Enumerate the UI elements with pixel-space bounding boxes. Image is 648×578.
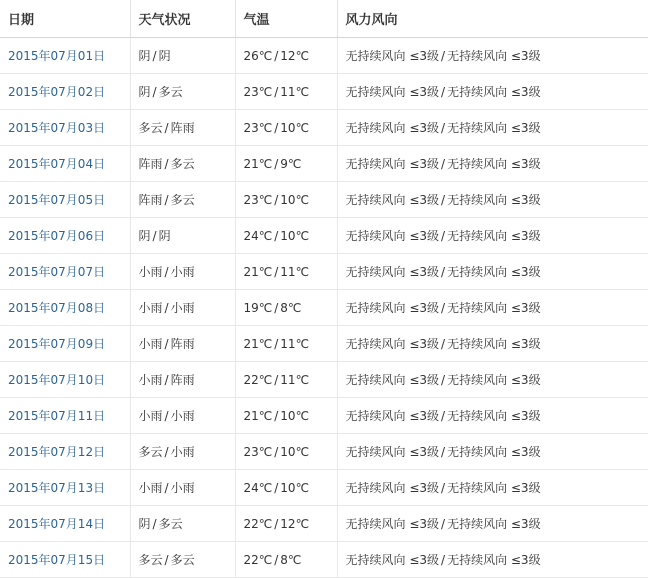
temperature-low: 10℃: [280, 408, 310, 423]
condition-night: 多云: [170, 193, 195, 207]
wind-separator: /: [441, 85, 446, 99]
condition-separator: /: [152, 517, 157, 531]
cell-temperature: [235, 38, 337, 74]
temperature-separator: /: [274, 192, 279, 207]
cell-condition: [130, 542, 235, 578]
temperature-high: 23℃: [243, 192, 273, 207]
condition-night: 阵雨: [170, 337, 195, 351]
condition-day: 阴: [138, 49, 151, 63]
temperature-low: 10℃: [280, 444, 310, 459]
table-header-row: [0, 0, 648, 38]
wind-separator: /: [441, 373, 446, 387]
table-row: [0, 110, 648, 146]
wind-night: 无持续风向 ≤3级: [447, 481, 541, 495]
wind-day: 无持续风向 ≤3级: [345, 337, 440, 351]
temperature-separator: /: [274, 444, 279, 459]
wind-separator: /: [441, 301, 446, 315]
wind-separator: /: [441, 121, 446, 135]
condition-night: 多云: [170, 553, 195, 567]
cell-condition: [130, 362, 235, 398]
wind-day: 无持续风向 ≤3级: [345, 445, 440, 459]
cell-condition: [130, 398, 235, 434]
wind-day: 无持续风向 ≤3级: [345, 85, 440, 99]
wind-separator: /: [441, 337, 446, 351]
condition-day: 阵雨: [138, 157, 163, 171]
table-row: [0, 290, 648, 326]
cell-wind: [337, 398, 648, 434]
cell-wind: [337, 218, 648, 254]
cell-date: [0, 290, 130, 326]
wind-night: 无持续风向 ≤3级: [447, 193, 541, 207]
column-header-date: 日期: [0, 0, 130, 38]
cell-wind: [337, 434, 648, 470]
condition-separator: /: [164, 265, 169, 279]
wind-night: 无持续风向 ≤3级: [447, 49, 541, 63]
condition-night: 小雨: [170, 265, 195, 279]
condition-day: 多云: [138, 121, 163, 135]
cell-wind: [337, 326, 648, 362]
cell-condition: [130, 434, 235, 470]
cell-temperature: [235, 326, 337, 362]
cell-wind: [337, 146, 648, 182]
condition-night: 阵雨: [170, 121, 195, 135]
wind-separator: /: [441, 49, 446, 63]
temperature-separator: /: [274, 552, 279, 567]
wind-day: 无持续风向 ≤3级: [345, 157, 440, 171]
temperature-high: 24℃: [243, 228, 273, 243]
cell-temperature: [235, 398, 337, 434]
wind-separator: /: [441, 193, 446, 207]
table-row: [0, 146, 648, 182]
date-link[interactable]: 2015年07月15日: [8, 553, 106, 567]
cell-condition: [130, 470, 235, 506]
temperature-high: 23℃: [243, 444, 273, 459]
date-link[interactable]: 2015年07月14日: [8, 517, 106, 531]
cell-date: [0, 182, 130, 218]
wind-night: 无持续风向 ≤3级: [447, 229, 541, 243]
date-link[interactable]: 2015年07月12日: [8, 445, 106, 459]
temperature-low: 10℃: [280, 228, 310, 243]
cell-condition: [130, 146, 235, 182]
cell-wind: [337, 38, 648, 74]
cell-wind: [337, 110, 648, 146]
condition-separator: /: [164, 157, 169, 171]
temperature-high: 19℃: [243, 300, 273, 315]
temperature-separator: /: [274, 228, 279, 243]
cell-temperature: [235, 362, 337, 398]
wind-day: 无持续风向 ≤3级: [345, 481, 440, 495]
condition-separator: /: [164, 193, 169, 207]
table-row: [0, 434, 648, 470]
date-link[interactable]: 2015年07月02日: [8, 85, 106, 99]
cell-temperature: [235, 74, 337, 110]
cell-date: [0, 110, 130, 146]
column-header-temperature: 气温: [235, 0, 337, 38]
cell-condition: [130, 506, 235, 542]
cell-temperature: [235, 542, 337, 578]
temperature-low: 11℃: [280, 372, 310, 387]
temperature-separator: /: [274, 264, 279, 279]
condition-separator: /: [164, 301, 169, 315]
cell-temperature: [235, 110, 337, 146]
cell-condition: [130, 74, 235, 110]
condition-night: 小雨: [170, 481, 195, 495]
cell-date: [0, 218, 130, 254]
temperature-low: 10℃: [280, 120, 310, 135]
cell-date: [0, 470, 130, 506]
cell-condition: [130, 254, 235, 290]
temperature-separator: /: [274, 408, 279, 423]
cell-date: [0, 398, 130, 434]
condition-day: 阴: [138, 517, 151, 531]
temperature-high: 22℃: [243, 516, 273, 531]
wind-day: 无持续风向 ≤3级: [345, 121, 440, 135]
temperature-high: 23℃: [243, 120, 273, 135]
temperature-low: 8℃: [280, 552, 302, 567]
date-link[interactable]: 2015年07月04日: [8, 157, 106, 171]
cell-date: [0, 74, 130, 110]
cell-date: [0, 38, 130, 74]
temperature-separator: /: [274, 84, 279, 99]
wind-separator: /: [441, 157, 446, 171]
condition-day: 阴: [138, 85, 151, 99]
condition-day: 小雨: [138, 265, 163, 279]
temperature-separator: /: [274, 480, 279, 495]
cell-condition: [130, 290, 235, 326]
date-link[interactable]: 2015年07月07日: [8, 265, 106, 279]
cell-wind: [337, 290, 648, 326]
condition-separator: /: [164, 337, 169, 351]
table-row: [0, 74, 648, 110]
temperature-high: 21℃: [243, 408, 273, 423]
cell-date: [0, 146, 130, 182]
cell-date: [0, 542, 130, 578]
condition-day: 小雨: [138, 301, 163, 315]
wind-separator: /: [441, 445, 446, 459]
condition-separator: /: [164, 445, 169, 459]
condition-night: 阴: [158, 229, 171, 243]
table-row: [0, 362, 648, 398]
temperature-low: 10℃: [280, 192, 310, 207]
cell-date: [0, 254, 130, 290]
condition-night: 阵雨: [170, 373, 195, 387]
condition-separator: /: [152, 85, 157, 99]
wind-separator: /: [441, 517, 446, 531]
wind-day: 无持续风向 ≤3级: [345, 229, 440, 243]
temperature-high: 23℃: [243, 84, 273, 99]
cell-wind: [337, 506, 648, 542]
column-header-condition: 天气状况: [130, 0, 235, 38]
condition-night: 小雨: [170, 301, 195, 315]
wind-separator: /: [441, 409, 446, 423]
condition-day: 多云: [138, 445, 163, 459]
condition-day: 小雨: [138, 373, 163, 387]
cell-wind: [337, 362, 648, 398]
condition-day: 阴: [138, 229, 151, 243]
wind-separator: /: [441, 229, 446, 243]
temperature-high: 24℃: [243, 480, 273, 495]
temperature-low: 9℃: [280, 156, 302, 171]
temperature-separator: /: [274, 336, 279, 351]
table-row: [0, 542, 648, 578]
wind-night: 无持续风向 ≤3级: [447, 85, 541, 99]
wind-night: 无持续风向 ≤3级: [447, 409, 541, 423]
condition-night: 阴: [158, 49, 171, 63]
condition-day: 阵雨: [138, 193, 163, 207]
cell-wind: [337, 254, 648, 290]
condition-separator: /: [164, 481, 169, 495]
cell-date: [0, 506, 130, 542]
date-link[interactable]: 2015年07月13日: [8, 481, 106, 495]
temperature-low: 11℃: [280, 84, 310, 99]
temperature-low: 12℃: [280, 48, 310, 63]
cell-condition: [130, 182, 235, 218]
condition-night: 多云: [158, 517, 183, 531]
cell-condition: [130, 326, 235, 362]
wind-day: 无持续风向 ≤3级: [345, 517, 440, 531]
cell-condition: [130, 110, 235, 146]
wind-day: 无持续风向 ≤3级: [345, 373, 440, 387]
condition-day: 小雨: [138, 409, 163, 423]
wind-day: 无持续风向 ≤3级: [345, 301, 440, 315]
wind-night: 无持续风向 ≤3级: [447, 121, 541, 135]
cell-condition: [130, 218, 235, 254]
temperature-separator: /: [274, 300, 279, 315]
cell-condition: [130, 38, 235, 74]
cell-temperature: [235, 254, 337, 290]
temperature-low: 11℃: [280, 264, 310, 279]
date-link[interactable]: 2015年07月08日: [8, 301, 106, 315]
condition-night: 小雨: [170, 445, 195, 459]
date-link[interactable]: 2015年07月01日: [8, 49, 106, 63]
condition-separator: /: [152, 49, 157, 63]
temperature-separator: /: [274, 372, 279, 387]
wind-day: 无持续风向 ≤3级: [345, 265, 440, 279]
table-row: [0, 218, 648, 254]
condition-separator: /: [164, 121, 169, 135]
temperature-high: 22℃: [243, 372, 273, 387]
table-row: [0, 254, 648, 290]
date-link[interactable]: 2015年07月09日: [8, 337, 106, 351]
cell-date: [0, 362, 130, 398]
table-row: [0, 398, 648, 434]
cell-temperature: [235, 146, 337, 182]
date-link[interactable]: 2015年07月11日: [8, 409, 106, 423]
cell-temperature: [235, 434, 337, 470]
cell-temperature: [235, 470, 337, 506]
wind-night: 无持续风向 ≤3级: [447, 337, 541, 351]
table-row: [0, 182, 648, 218]
temperature-separator: /: [274, 48, 279, 63]
wind-night: 无持续风向 ≤3级: [447, 517, 541, 531]
wind-night: 无持续风向 ≤3级: [447, 373, 541, 387]
condition-night: 多云: [158, 85, 183, 99]
condition-night: 小雨: [170, 409, 195, 423]
temperature-separator: /: [274, 120, 279, 135]
condition-separator: /: [152, 229, 157, 243]
wind-night: 无持续风向 ≤3级: [447, 265, 541, 279]
date-link[interactable]: 2015年07月10日: [8, 373, 106, 387]
temperature-high: 22℃: [243, 552, 273, 567]
table-row: [0, 326, 648, 362]
condition-day: 多云: [138, 553, 163, 567]
wind-night: 无持续风向 ≤3级: [447, 445, 541, 459]
date-link[interactable]: 2015年07月06日: [8, 229, 106, 243]
temperature-high: 21℃: [243, 264, 273, 279]
cell-temperature: [235, 218, 337, 254]
table-row: [0, 506, 648, 542]
cell-wind: [337, 470, 648, 506]
wind-day: 无持续风向 ≤3级: [345, 49, 440, 63]
cell-temperature: [235, 182, 337, 218]
cell-date: [0, 434, 130, 470]
temperature-low: 8℃: [280, 300, 302, 315]
cell-date: [0, 326, 130, 362]
wind-night: 无持续风向 ≤3级: [447, 157, 541, 171]
cell-wind: [337, 182, 648, 218]
condition-separator: /: [164, 553, 169, 567]
condition-night: 多云: [170, 157, 195, 171]
condition-day: 小雨: [138, 337, 163, 351]
cell-wind: [337, 542, 648, 578]
temperature-separator: /: [274, 516, 279, 531]
wind-separator: /: [441, 481, 446, 495]
column-header-wind: 风力风向: [337, 0, 648, 38]
cell-temperature: [235, 290, 337, 326]
table-row: [0, 38, 648, 74]
temperature-low: 12℃: [280, 516, 310, 531]
condition-separator: /: [164, 373, 169, 387]
temperature-high: 21℃: [243, 156, 273, 171]
date-link[interactable]: 2015年07月05日: [8, 193, 106, 207]
wind-separator: /: [441, 553, 446, 567]
wind-day: 无持续风向 ≤3级: [345, 409, 440, 423]
condition-separator: /: [164, 409, 169, 423]
cell-temperature: [235, 506, 337, 542]
wind-day: 无持续风向 ≤3级: [345, 193, 440, 207]
temperature-low: 11℃: [280, 336, 310, 351]
date-link[interactable]: 2015年07月03日: [8, 121, 106, 135]
wind-night: 无持续风向 ≤3级: [447, 553, 541, 567]
wind-night: 无持续风向 ≤3级: [447, 301, 541, 315]
temperature-separator: /: [274, 156, 279, 171]
table-row: [0, 470, 648, 506]
temperature-high: 26℃: [243, 48, 273, 63]
wind-separator: /: [441, 265, 446, 279]
condition-day: 小雨: [138, 481, 163, 495]
temperature-high: 21℃: [243, 336, 273, 351]
wind-day: 无持续风向 ≤3级: [345, 553, 440, 567]
temperature-low: 10℃: [280, 480, 310, 495]
cell-wind: [337, 74, 648, 110]
